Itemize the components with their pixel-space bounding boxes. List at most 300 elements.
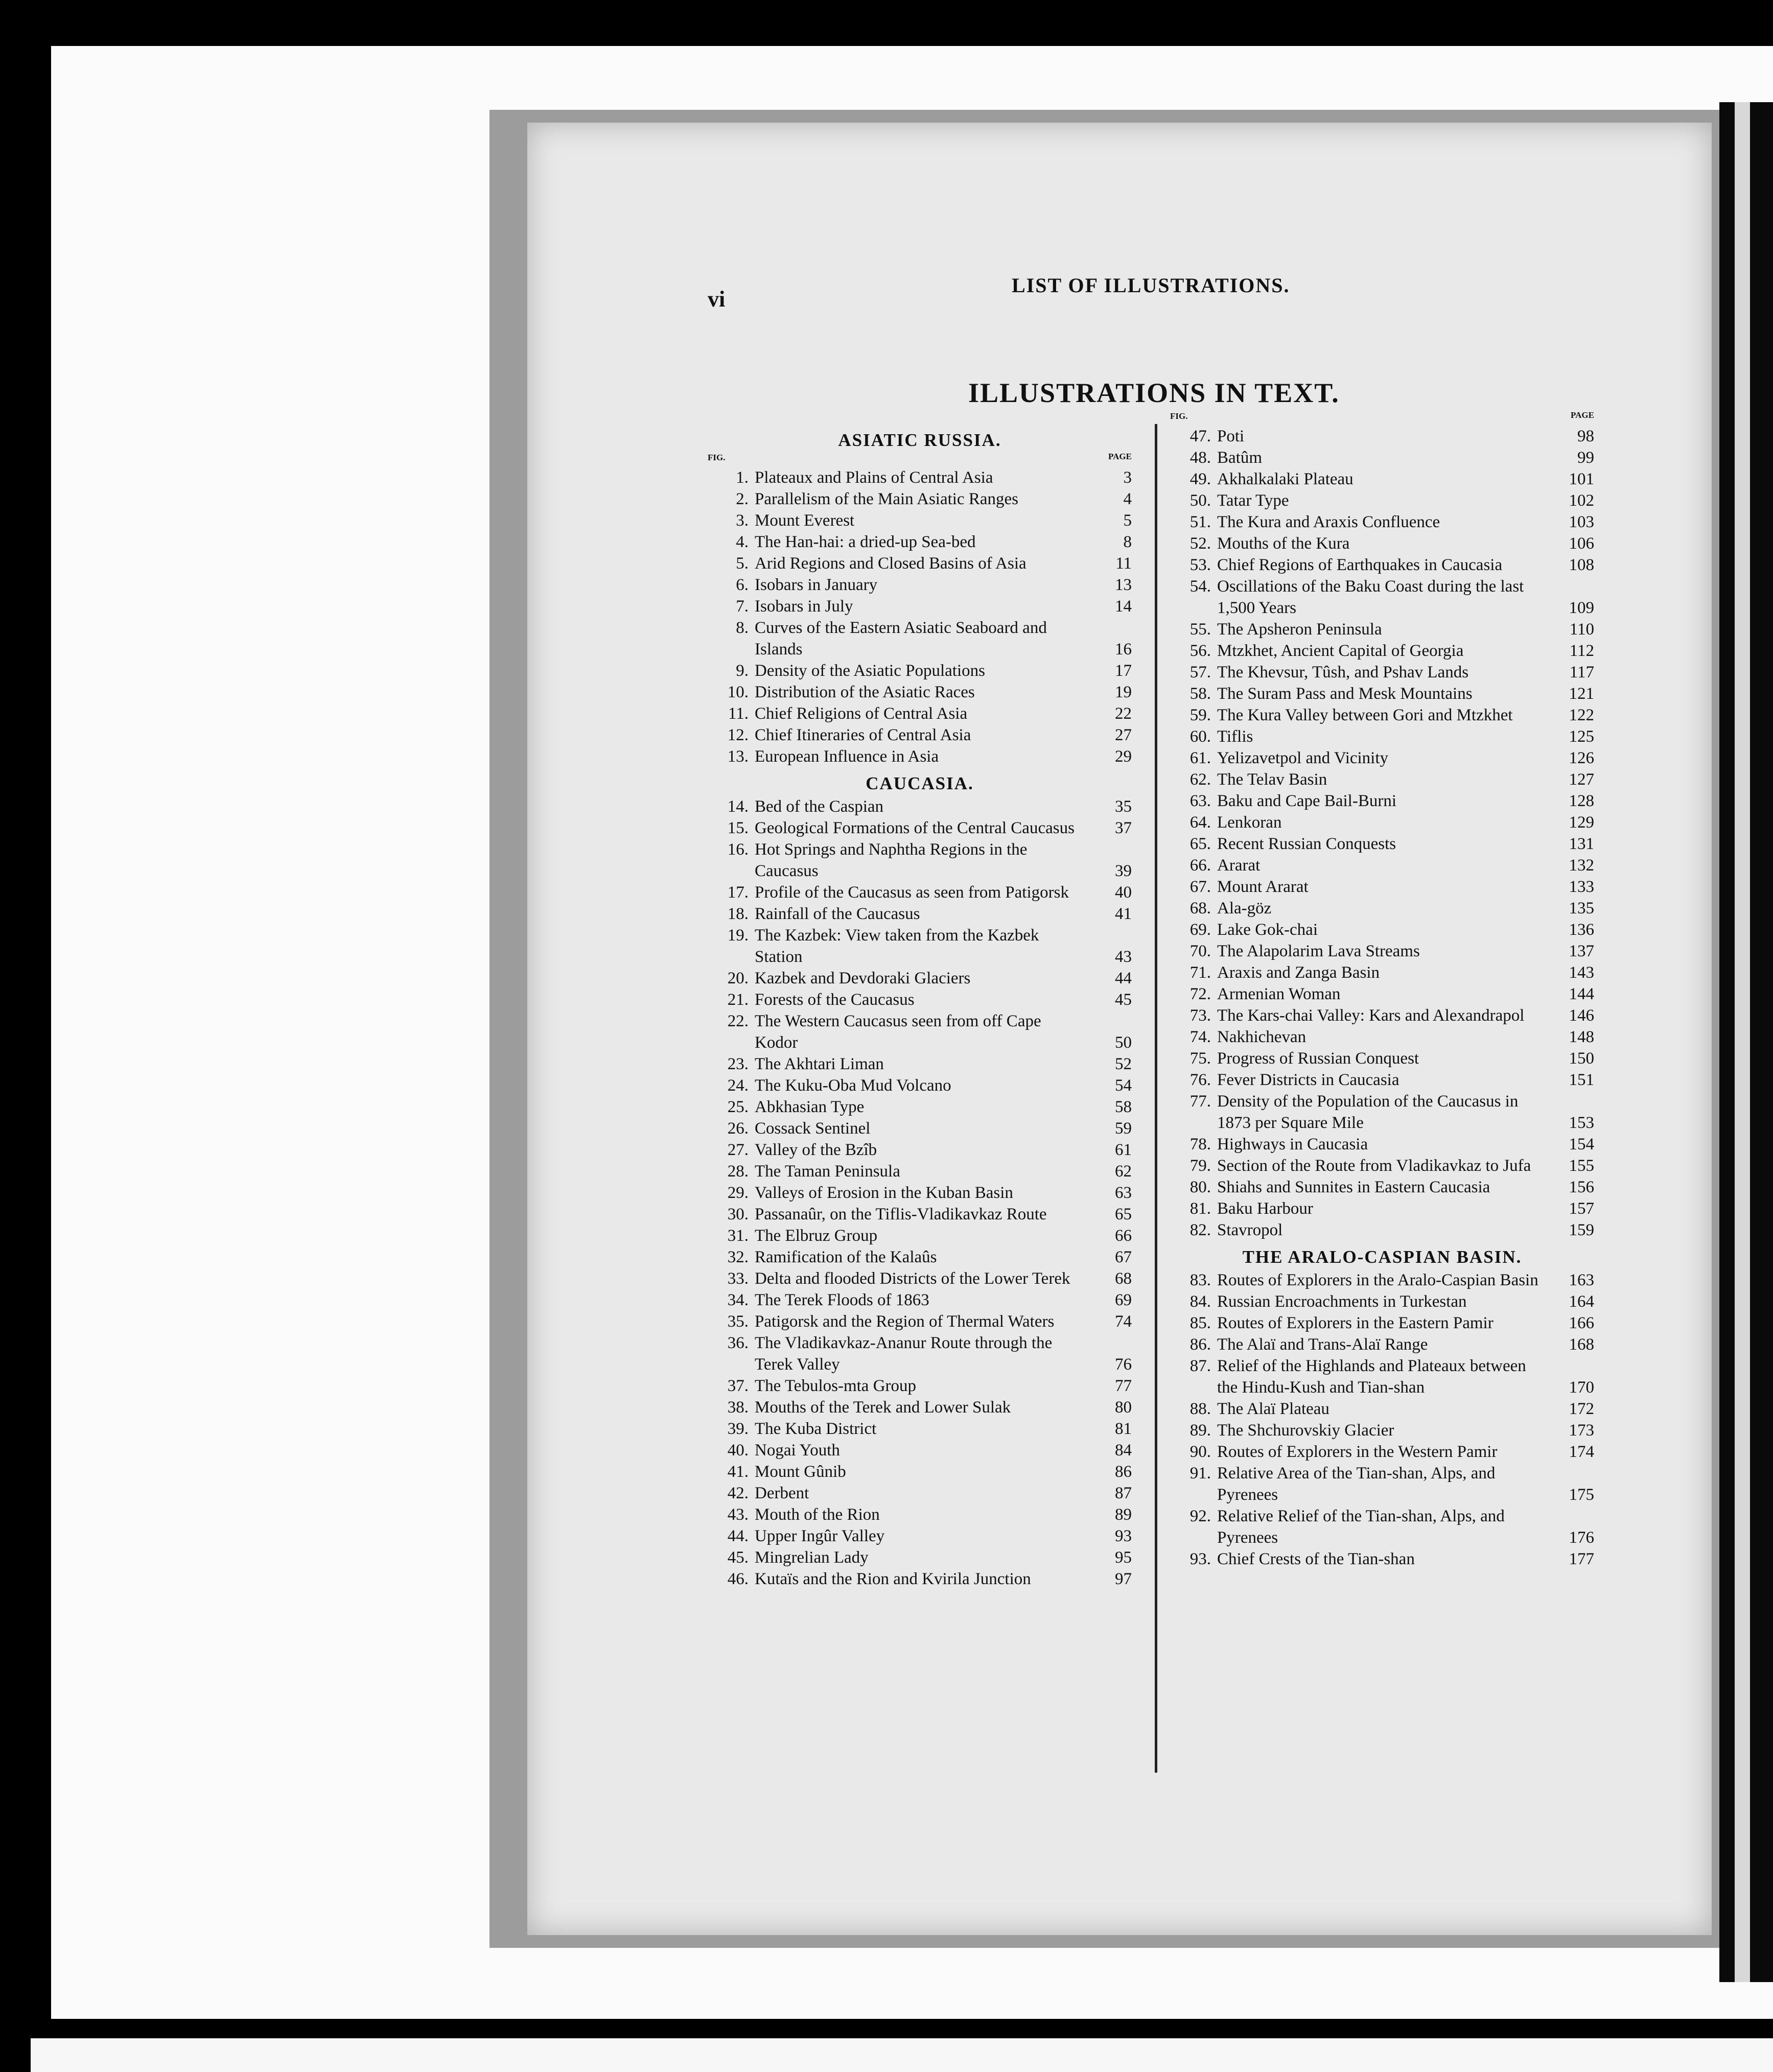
fig-label: FIG. [1170,411,1188,421]
illustration-entry [1170,576,1594,619]
figure-title: Mount Gûnib [755,1463,846,1481]
figure-title: The Terek Floods of 1863 [755,1291,929,1309]
page-number: 122 [1569,706,1594,724]
figure-title: Lenkoran [1217,813,1282,832]
figure-number: 45. [727,1548,749,1567]
figure-number: 39. [727,1420,749,1438]
figure-title: The Alapolarim Lava Streams [1217,942,1420,960]
page-number: 157 [1569,1199,1594,1218]
fig-label: FIG. [708,453,726,462]
figure-number: 38. [727,1398,749,1417]
illustration-entry [1170,876,1594,898]
figure-title: Plateaux and Plains of Central Asia [755,468,993,487]
figure-number: 6. [736,576,749,594]
figure-title: The Khevsur, Tûsh, and Pshav Lands [1217,663,1469,681]
figure-number: 2. [736,490,749,508]
illustration-entry [708,1010,1132,1053]
figure-number: 60. [1189,727,1211,746]
figure-title: Delta and flooded Districts of the Lower Terek [755,1269,1070,1288]
page-number: 109 [1569,599,1594,617]
page-number: 22 [1115,704,1132,723]
illustration-entry [708,617,1132,660]
figure-number: 58. [1189,685,1211,703]
illustration-entry [708,1461,1132,1482]
figure-title: Nakhichevan [1217,1028,1307,1046]
column-divider [1155,424,1157,1773]
figure-title: Abkhasian Type [755,1098,865,1116]
figure-number: 76. [1189,1071,1211,1089]
page-number: 146 [1569,1006,1594,1025]
figure-number: 89. [1189,1421,1211,1440]
figure-number: 87. [1189,1357,1211,1375]
figure-title: The Han-hai: a dried-up Sea-bed [755,533,976,551]
figure-number: 67. [1189,878,1211,896]
figure-number: 4. [736,533,749,551]
page-number: 5 [1123,511,1132,530]
figure-title: The Vladikavkaz-Ananur Route through the Terek Valley [755,1334,1053,1374]
figure-number: 21. [727,991,749,1009]
figure-title: Profile of the Caucasus as seen from Patigorsk [755,883,1069,902]
illustration-entry [1170,1441,1594,1463]
illustration-entry [708,681,1132,703]
figure-number: 79. [1189,1157,1211,1175]
figure-number: 74. [1189,1028,1211,1046]
illustration-entry [1170,1291,1594,1312]
illustration-entry [1170,662,1594,683]
figure-number: 18. [727,905,749,923]
figure-title: Chief Regions of Earthquakes in Caucasia [1217,556,1503,574]
figure-title: Mouths of the Kura [1217,534,1350,553]
figure-title: The Taman Peninsula [755,1162,900,1181]
figure-title: The Western Caucasus seen from off Cape Kodor [755,1012,1041,1052]
page-number: 135 [1569,899,1594,917]
figure-title: The Alaï and Trans-Alaï Range [1217,1335,1428,1354]
figure-title: Lake Gok-chai [1217,921,1318,939]
page-number: 84 [1115,1441,1132,1459]
figure-number: 75. [1189,1049,1211,1068]
illustration-entry [1170,1269,1594,1291]
figure-title: Mouth of the Rion [755,1505,880,1524]
figure-number: 8. [736,619,749,637]
figure-title: The Kuku-Oba Mud Volcano [755,1076,951,1095]
figure-title: Russian Encroachments in Turkestan [1217,1292,1467,1311]
figure-title: Mouths of the Terek and Lower Sulak [755,1398,1011,1417]
illustration-entry [708,1289,1132,1311]
figure-number: 46. [727,1570,749,1588]
figure-number: 72. [1189,985,1211,1003]
page-number: 137 [1569,942,1594,960]
figure-title: Mtzkhet, Ancient Capital of Georgia [1217,642,1464,660]
figure-number: 11. [728,704,749,723]
illustration-entry [1170,533,1594,554]
page-number: 43 [1115,948,1132,966]
figure-number: 63. [1189,792,1211,810]
page-number: 80 [1115,1398,1132,1417]
page-number: 77 [1115,1377,1132,1395]
figure-title: Kazbek and Devdoraki Glaciers [755,969,971,987]
illustration-entry [708,1547,1132,1568]
figure-title: Valleys of Erosion in the Kuban Basin [755,1184,1013,1202]
figure-title: Isobars in July [755,597,853,616]
illustration-entry [708,903,1132,925]
page-number: 13 [1115,576,1132,594]
page-label: PAGE [1108,452,1132,461]
illustration-entry [708,1525,1132,1547]
figure-title: Shiahs and Sunnites in Eastern Caucasia [1217,1178,1490,1196]
page-number: 27 [1115,726,1132,744]
illustration-entry [708,724,1132,746]
page-number: 126 [1569,749,1594,767]
illustration-entry [1170,1005,1594,1026]
column-labels [708,453,1132,467]
illustration-entry [1170,704,1594,726]
figure-number: 85. [1189,1314,1211,1332]
illustration-entry [708,989,1132,1010]
page-number: 175 [1569,1486,1594,1504]
page-number: 99 [1577,449,1594,467]
illustration-entry [1170,812,1594,833]
page-number: 172 [1569,1400,1594,1418]
page-number: 132 [1569,856,1594,875]
illustration-entry [708,1504,1132,1525]
page-number: 93 [1115,1527,1132,1545]
figure-number: 1. [736,468,749,487]
figure-number: 7. [736,597,749,616]
page-number: 177 [1569,1550,1594,1568]
illustration-entry [1170,1198,1594,1219]
figure-title: The Elbruz Group [755,1227,878,1245]
figure-title: Yelizavetpol and Vicinity [1217,749,1389,767]
book-spine-highlight [1735,102,1750,1982]
page-number: 74 [1115,1312,1132,1331]
page-number: 98 [1577,427,1594,445]
figure-title: Chief Crests of the Tian-shan [1217,1550,1415,1568]
figure-number: 88. [1189,1400,1211,1418]
figure-title: Oscillations of the Baku Coast during the last 1,500 Years [1217,577,1524,617]
illustration-entry [1170,554,1594,576]
illustration-entry [1170,1334,1594,1355]
figure-title: Relative Relief of the Tian-shan, Alps, and Pyrenees [1217,1507,1505,1547]
illustration-entry [1170,747,1594,769]
figure-number: 66. [1189,856,1211,875]
illustration-entry [708,596,1132,617]
figure-title: Stavropol [1217,1221,1283,1239]
page-number: 101 [1569,470,1594,488]
illustration-entry [1170,855,1594,876]
page-number: 95 [1115,1548,1132,1567]
figure-number: 57. [1189,663,1211,681]
illustration-entry [1170,1463,1594,1505]
page-number: 176 [1569,1528,1594,1547]
figure-title: Tiflis [1217,727,1253,746]
page-number: 17 [1115,662,1132,680]
illustration-entry [1170,919,1594,940]
figure-number: 69. [1189,921,1211,939]
figure-title: Armenian Woman [1217,985,1341,1003]
figure-title: Routes of Explorers in the Western Pamir [1217,1443,1498,1461]
illustration-entry [708,1311,1132,1332]
figure-number: 53. [1189,556,1211,574]
figure-number: 40. [727,1441,749,1459]
page-number: 29 [1115,747,1132,766]
figure-number: 47. [1189,427,1211,445]
page-folio: vi [708,287,726,312]
page-number: 154 [1569,1135,1594,1153]
figure-number: 23. [727,1055,749,1073]
figure-title: Parallelism of the Main Asiatic Ranges [755,490,1018,508]
illustration-entry [1170,790,1594,812]
illustration-entry [708,660,1132,681]
figure-number: 12. [727,726,749,744]
illustration-entry [708,467,1132,488]
figure-title: The Suram Pass and Mesk Mountains [1217,685,1473,703]
figure-title: Chief Religions of Central Asia [755,704,968,723]
figure-number: 14. [727,797,749,816]
figure-number: 43. [727,1505,749,1524]
illustration-entry [1170,983,1594,1005]
illustration-entry [708,531,1132,553]
figure-title: Baku Harbour [1217,1199,1313,1218]
illustration-entry [1170,1134,1594,1155]
page-number: 153 [1569,1114,1594,1132]
illustration-entry [708,1332,1132,1375]
illustration-entry [1170,962,1594,983]
illustration-entry [708,574,1132,596]
illustration-entry [1170,640,1594,662]
page-number: 68 [1115,1269,1132,1288]
illustration-entry [708,925,1132,968]
figure-number: 41. [727,1463,749,1481]
page-number: 129 [1569,813,1594,832]
page-number: 4 [1123,490,1132,508]
figure-number: 48. [1189,449,1211,467]
figure-number: 27. [727,1141,749,1159]
page-number: 131 [1569,835,1594,853]
figure-title: The Telav Basin [1217,770,1327,789]
page-number: 63 [1115,1184,1132,1202]
right-column [1170,411,1594,1570]
page-number: 136 [1569,921,1594,939]
figure-title: Hot Springs and Naphtha Regions in the Caucasus [755,840,1028,880]
figure-title: The Shchurovskiy Glacier [1217,1421,1394,1440]
figure-title: The Akhtari Liman [755,1055,884,1073]
figure-number: 22. [727,1012,749,1030]
illustration-entry [708,1139,1132,1161]
figure-number: 34. [727,1291,749,1309]
illustration-entry [1170,1219,1594,1241]
illustration-entry [708,1118,1132,1139]
page-number: 62 [1115,1162,1132,1181]
illustration-entry [708,1397,1132,1418]
illustration-entry [708,1182,1132,1204]
figure-title: The Alaï Plateau [1217,1400,1329,1418]
illustration-entry [708,1204,1132,1225]
figure-title: Forests of the Caucasus [755,991,915,1009]
figure-title: European Influence in Asia [755,747,939,766]
figure-title: Baku and Cape Bail-Burni [1217,792,1397,810]
figure-number: 55. [1189,620,1211,639]
figure-number: 61. [1189,749,1211,767]
illustration-entry [1170,1420,1594,1441]
figure-title: Rainfall of the Caucasus [755,905,920,923]
page-number: 173 [1569,1421,1594,1440]
figure-number: 59. [1189,706,1211,724]
figure-number: 26. [727,1119,749,1138]
figure-number: 90. [1189,1443,1211,1461]
illustration-entry [708,553,1132,574]
figure-number: 78. [1189,1135,1211,1153]
figure-number: 30. [727,1205,749,1223]
illustration-entry [1170,511,1594,533]
figure-number: 82. [1189,1221,1211,1239]
illustration-entry [708,1246,1132,1268]
illustration-entry [1170,940,1594,962]
page-number: 81 [1115,1420,1132,1438]
figure-title: Fever Districts in Caucasia [1217,1071,1399,1089]
figure-number: 3. [736,511,749,530]
figure-title: Section of the Route from Vladikavkaz to Jufa [1217,1157,1531,1175]
figure-title: Distribution of the Asiatic Races [755,683,975,701]
figure-number: 28. [727,1162,749,1181]
illustration-entry [1170,1398,1594,1420]
page-number: 41 [1115,905,1132,923]
column-labels [1170,411,1594,426]
figure-title: Mount Everest [755,511,855,530]
figure-title: Relative Area of the Tian-shan, Alps, and Pyrenees [1217,1464,1496,1504]
page-number: 110 [1569,620,1594,639]
illustration-entry [1170,1312,1594,1334]
figure-number: 31. [727,1227,749,1245]
figure-title: Patigorsk and the Region of Thermal Waters [755,1312,1055,1331]
page-number: 127 [1569,770,1594,789]
figure-number: 52. [1189,534,1211,553]
figure-title: Valley of the Bzîb [755,1141,877,1159]
figure-number: 9. [736,662,749,680]
page-number: 163 [1569,1271,1594,1289]
illustration-entry [1170,447,1594,468]
illustration-entry [1170,1548,1594,1570]
figure-number: 24. [727,1076,749,1095]
figure-title: The Kuba District [755,1420,877,1438]
page-number: 54 [1115,1076,1132,1095]
page-number: 8 [1123,533,1132,551]
figure-title: Arid Regions and Closed Basins of Asia [755,554,1027,573]
page-number: 156 [1569,1178,1594,1196]
illustration-entry [708,839,1132,882]
illustration-entry [708,1053,1132,1075]
illustration-entry [1170,490,1594,511]
page-number: 133 [1569,878,1594,896]
figure-title: Cossack Sentinel [755,1119,871,1138]
illustration-entry [1170,833,1594,855]
figure-title: Mount Ararat [1217,878,1309,896]
page-number: 58 [1115,1098,1132,1116]
page-number: 45 [1115,991,1132,1009]
illustration-entry [708,882,1132,903]
figure-title: Tatar Type [1217,491,1289,510]
illustration-entry [1170,1505,1594,1548]
figure-title: The Apsheron Peninsula [1217,620,1382,639]
figure-number: 83. [1189,1271,1211,1289]
illustration-entry [1170,898,1594,919]
figure-number: 73. [1189,1006,1211,1025]
illustration-entry [708,968,1132,989]
figure-title: Isobars in January [755,576,878,594]
figure-number: 84. [1189,1292,1211,1311]
figure-title: Passanaûr, on the Tiflis-Vladikavkaz Route [755,1205,1047,1223]
page-number: 150 [1569,1049,1594,1068]
figure-number: 64. [1189,813,1211,832]
figure-title: Batûm [1217,449,1262,467]
figure-title: Ala-göz [1217,899,1272,917]
figure-title: The Tebulos-mta Group [755,1377,917,1395]
page-number: 19 [1115,683,1132,701]
scan-bottom-strip [31,2038,1773,2072]
page-number: 166 [1569,1314,1594,1332]
illustration-entry [708,1225,1132,1246]
illustration-entry [1170,1355,1594,1398]
page-number: 155 [1569,1157,1594,1175]
illustration-entry [1170,619,1594,640]
page-number: 66 [1115,1227,1132,1245]
figure-number: 56. [1189,642,1211,660]
page-number: 103 [1569,513,1594,531]
figure-title: The Kura and Araxis Confluence [1217,513,1440,531]
illustration-entry [708,1418,1132,1440]
figure-number: 5. [736,554,749,573]
illustration-entry [1170,1026,1594,1048]
figure-number: 15. [727,819,749,837]
page-number: 174 [1569,1443,1594,1461]
figure-number: 16. [727,840,749,859]
page-number: 128 [1569,792,1594,810]
page-number: 125 [1569,727,1594,746]
page-number: 44 [1115,969,1132,987]
page-number: 11 [1115,554,1132,573]
figure-title: Ramification of the Kalaûs [755,1248,937,1266]
figure-number: 35. [727,1312,749,1331]
page-number: 35 [1115,797,1132,816]
illustration-entry [1170,1155,1594,1176]
illustration-entry [708,1375,1132,1397]
page-number: 40 [1115,883,1132,902]
page-number: 144 [1569,985,1594,1003]
figure-title: Density of the Asiatic Populations [755,662,985,680]
figure-title: Bed of the Caspian [755,797,884,816]
running-head: LIST OF ILLUSTRATIONS. [1012,274,1290,297]
page-number: 164 [1569,1292,1594,1311]
illustration-entry [708,1482,1132,1504]
figure-number: 19. [727,926,749,945]
illustration-entry [708,510,1132,531]
illustration-entry [708,1440,1132,1461]
page-number: 148 [1569,1028,1594,1046]
figure-title: Ararat [1217,856,1261,875]
figure-title: Mingrelian Lady [755,1548,869,1567]
page-number: 168 [1569,1335,1594,1354]
figure-number: 20. [727,969,749,987]
page-number: 61 [1115,1141,1132,1159]
figure-title: Relief of the Highlands and Plateaux between the Hindu-Kush and Tian-shan [1217,1357,1526,1397]
page-number: 50 [1115,1033,1132,1052]
figure-number: 77. [1189,1092,1211,1111]
page-number: 97 [1115,1570,1132,1588]
illustration-entry [708,703,1132,724]
figure-number: 37. [727,1377,749,1395]
section-heading: CAUCASIA. [866,773,974,793]
page-label: PAGE [1571,410,1594,420]
page-number: 143 [1569,963,1594,982]
